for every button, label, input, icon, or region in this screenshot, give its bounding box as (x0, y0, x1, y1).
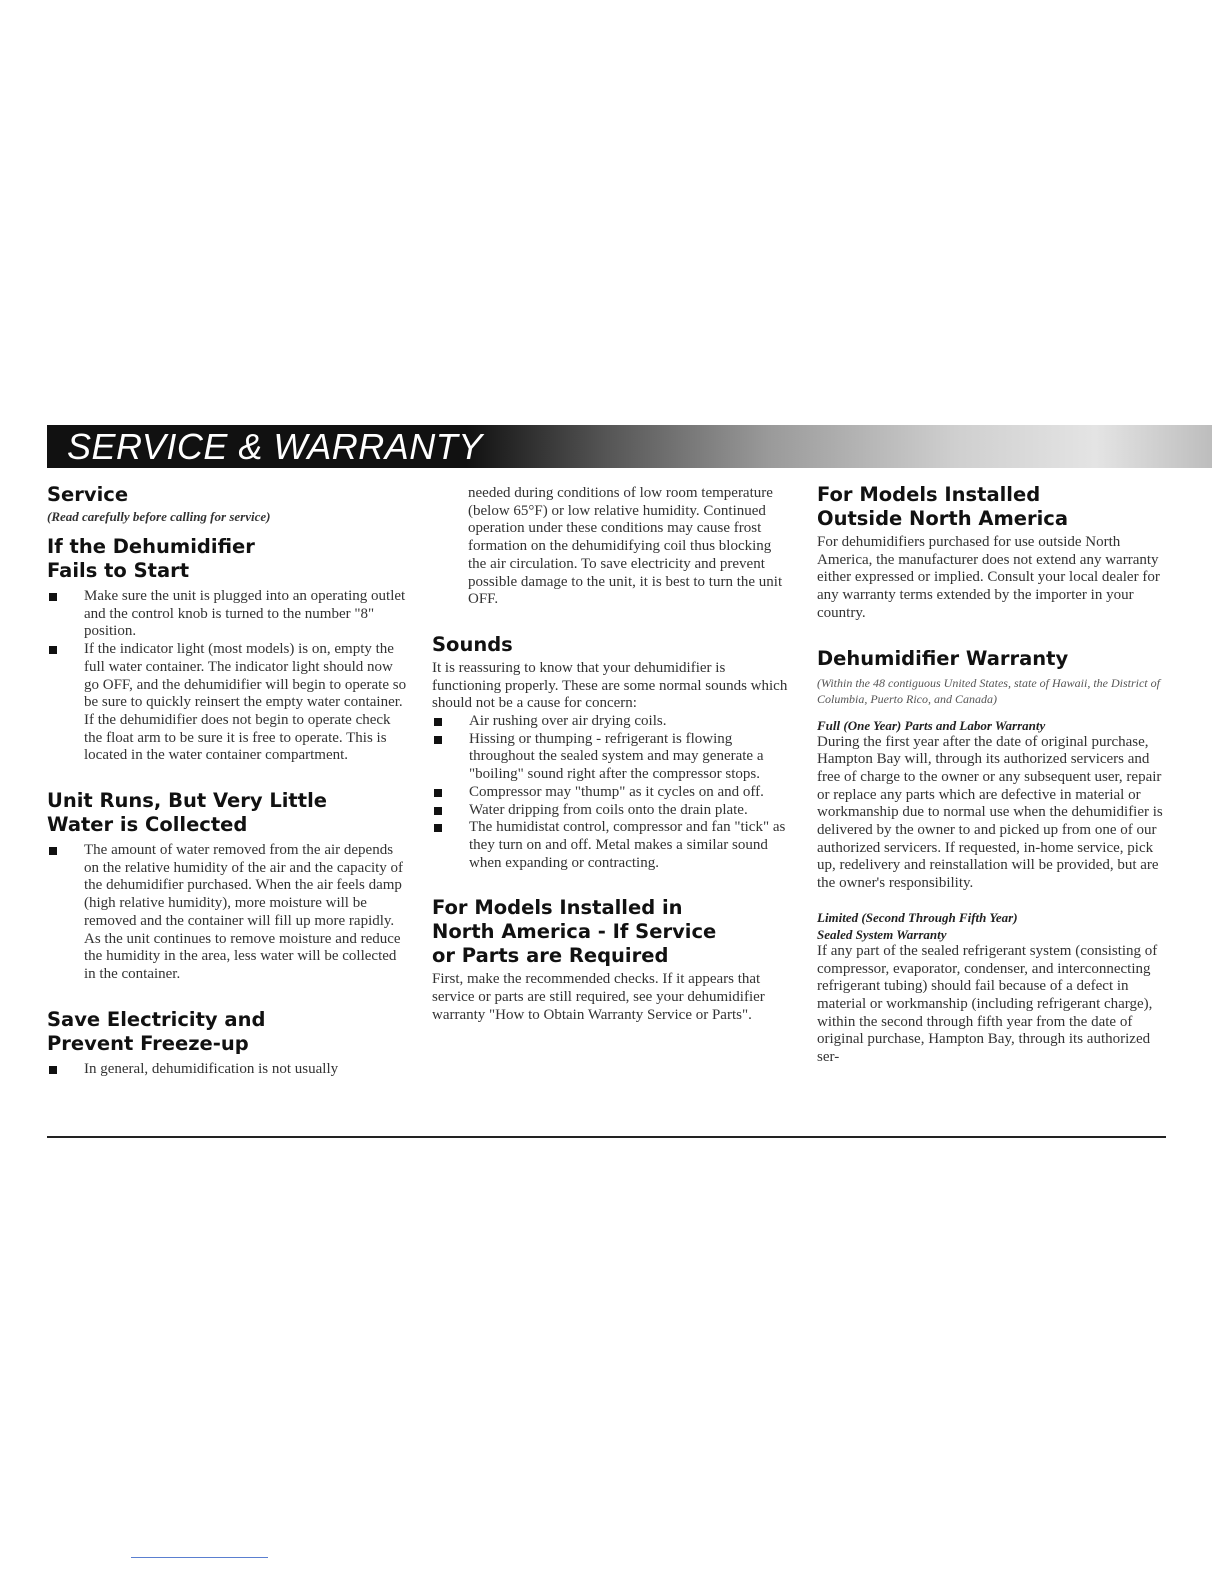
na-text: First, make the recommended checks. If it appears that service or parts are still required, see your dehumidifier warranty "How to Obtain Warranty Service or Parts". (432, 971, 765, 1023)
save-heading-line2: Prevent Freeze-up (47, 1031, 249, 1055)
limited-warranty-text: If any part of the sealed refrigerant system (consisting of compressor, evaporator, condenser, and interconnecting refrigerant tubing) should fail because of a defect in material or workmanship (including refrigerant charge), within the second through fifth year from the date of original purchase, Hampton Bay, through its authorized ser- (817, 942, 1158, 1066)
service-note: (Read carefully before calling for service) (47, 509, 271, 524)
runs-heading-line1: Unit Runs, But Very Little (47, 789, 327, 813)
list-item: If the indicator light (most models) is on, empty the full water container. The indicator light should now go OFF, and the dehumidifier will begin to operate so be sure to quickly reinsert the empty water container. If the dehumidifier does not begin to operate check the float arm to be sure it is free to operate. This is located in the water container compartment. (47, 641, 407, 765)
na-heading-line1: For Models Installed in (432, 896, 683, 920)
sounds-list (432, 713, 792, 872)
na-heading-line2: North America - If Service (432, 920, 717, 944)
full-warranty-text: During the first year after the date of original purchase, Hampton Bay will, through its authorized servicers and free of charge to the owner or any subsequent user, repair or replace any parts which are defective in material or workmanship due to normal use when the dehumidifier is delivered by the owner to and picked up from one of our authorized servicers. If requested, in-home service, pick up, redelivery and reinstallation will be provided, but are the owner's responsibility. (817, 733, 1163, 892)
bottom-divider (47, 1136, 1166, 1138)
column-right (817, 483, 1172, 1067)
runs-heading-line2: Water is Collected (47, 813, 248, 837)
runs-list (47, 842, 407, 984)
list-item: In general, dehumidification is not usually (47, 1061, 407, 1079)
list-item: The amount of water removed from the air depends on the relative humidity of the air and the capacity of the dehumidifier purchased. When the air feels damp (high relative humidity), more moisture will be removed and the container will fill up more rapidly. As the unit continues to remove moisture and reduce the humidity in the area, less water will be collected in the container. (47, 842, 407, 984)
warranty-heading: Dehumidifier Warranty (817, 646, 1069, 670)
save-continued-text: needed during conditions of low room temperature (below 65°F) or low relative humidity. Continued operation under these conditions may cause frost formation on the dehumidifying coil thus blocking the air circulation. To save electricity and prevent possible damage to the unit, it is best to turn the unit OFF. (468, 485, 783, 608)
section-banner (47, 425, 1212, 468)
list-item: Compressor may "thump" as it cycles on and off. (432, 784, 792, 802)
list-item: The humidistat control, compressor and fan "tick" as they turn on and off. Metal makes a similar sound when expanding or contracting. (432, 819, 792, 872)
warranty-scope-note: (Within the 48 contiguous United States, state of Hawaii, the District of Columbia, Puerto Rico, and Canada) (817, 675, 1160, 706)
fails-heading-line2: Fails to Start (47, 559, 190, 582)
service-heading: Service (47, 483, 129, 506)
full-warranty-label: Full (One Year) Parts and Labor Warranty (817, 717, 1046, 733)
save-heading-line1: Save Electricity and (47, 1007, 266, 1031)
list-item: Make sure the unit is plugged into an operating outlet and the control knob is turned to the number "8" position. (47, 588, 407, 641)
fails-heading-line1: If the Dehumidifier (47, 535, 255, 558)
na-heading-line3: or Parts are Required (432, 944, 669, 968)
sounds-intro: It is reassuring to know that your dehumidifier is functioning properly. These are some normal sounds which should not be a cause for concern: (432, 659, 788, 712)
sounds-heading: Sounds (432, 632, 513, 656)
list-item: Hissing or thumping - refrigerant is flowing throughout the sealed system and may generate a "boiling" sound right after the compressor stops. (432, 731, 792, 784)
limited-warranty-label-line2: Sealed System Warranty (817, 926, 947, 942)
save-list (47, 1061, 407, 1079)
fails-list (47, 588, 407, 765)
outside-heading-line2: Outside North America (817, 507, 1069, 530)
limited-warranty-label-line1: Limited (Second Through Fifth Year) (817, 909, 1018, 925)
outside-heading-line1: For Models Installed (817, 483, 1041, 506)
column-middle (432, 483, 792, 1024)
outside-text: For dehumidifiers purchased for use outside North America, the manufacturer does not extend any warranty either expressed or implied. Consult your local dealer for any warranty terms extended by the importer in your country. (817, 534, 1160, 621)
footer-line (131, 1557, 268, 1558)
page-title: SERVICE & WARRANTY (67, 426, 483, 467)
column-left (47, 483, 407, 1078)
list-item: Air rushing over air drying coils. (432, 713, 792, 731)
list-item: Water dripping from coils onto the drain plate. (432, 802, 792, 820)
